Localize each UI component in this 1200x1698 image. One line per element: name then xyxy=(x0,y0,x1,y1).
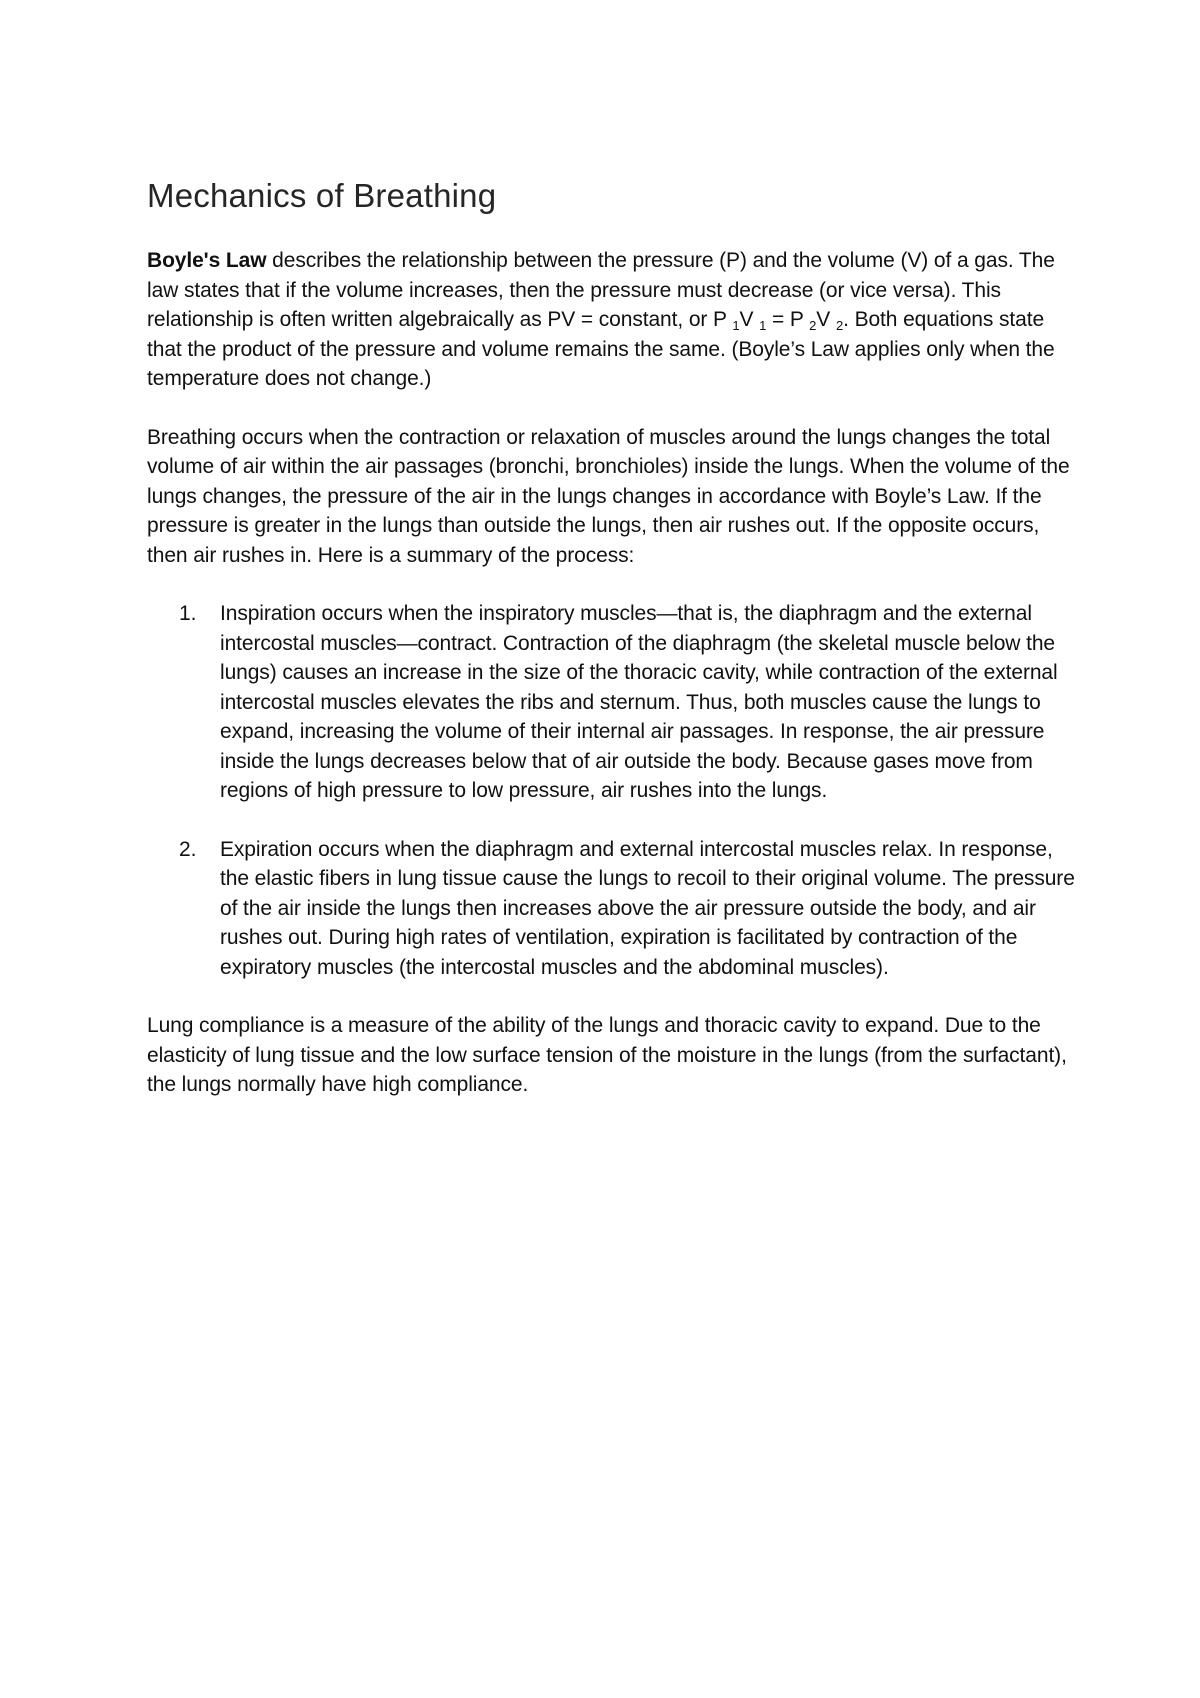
boyles-law-paragraph xyxy=(147,246,1077,394)
boyle-text-b: V xyxy=(739,308,760,331)
subscript-1: 1 xyxy=(732,318,740,333)
step-text: Expiration occurs when the diaphragm and external intercostal muscles relax. In response, the elastic fibers in lung tissue cause the lungs to recoil to their original volume. The pressure of the air inside the lungs then increases above the air pressure outside the body, and air rushes out. During high rates of ventilation, expiration is facilitated by contraction of the expiratory muscles (the intercostal muscles and the abdominal muscles). xyxy=(220,837,1075,979)
list-item xyxy=(147,835,1077,983)
boyle-text-d: V xyxy=(816,308,836,331)
boyle-text-c: = P xyxy=(766,308,810,331)
subscript-4: 2 xyxy=(835,318,844,333)
page-title: Mechanics of Breathing xyxy=(147,177,497,214)
subscript-2: 1 xyxy=(759,318,767,333)
subscript-3: 2 xyxy=(809,318,817,333)
breathing-paragraph: Breathing occurs when the contraction or relaxation of muscles around the lungs changes the total volume of air within the air passages (bronchi, bronchioles) inside the lungs. When the volume of the lungs changes, the pressure of the air in the lungs changes in accordance with Boyle’s Law. If the pressure is greater in the lungs than outside the lungs, then air rushes out. If the opposite occurs, then air rushes in. Here is a summary of the process: xyxy=(147,425,1070,567)
list-item xyxy=(147,599,1077,806)
document-page xyxy=(147,176,1077,1129)
step-number: 1. xyxy=(179,602,197,625)
boyle-text-a: describes the relationship between the pressure (P) and the volume (V) of a gas. The law states that if the volume increases, then the pressure must decrease (or vice versa). This relationship is often written algebraically as PV = constant, or P xyxy=(147,249,1055,331)
step-text: Inspiration occurs when the inspiratory muscles—that is, the diaphragm and the external intercostal muscles—contract. Contraction of the diaphragm (the skeletal muscle below the lungs) causes an increase in the size of the thoracic cavity, while contraction of the external intercostal muscles elevates the ribs and sternum. Thus, both muscles cause the lungs to expand, increasing the volume of their internal air passages. In response, the air pressure inside the lungs decreases below that of air outside the body. Because gases move from regions of high pressure to low pressure, air rushes into the lungs. xyxy=(220,602,1058,802)
boyles-law-term: Boyle's Law xyxy=(147,249,267,272)
process-steps-list xyxy=(147,599,1077,982)
boyle-text-e: . Both equations state that the product of the pressure and volume remains the same. (Boyle’s Law applies only when the temperature does not change.) xyxy=(147,308,1055,390)
compliance-paragraph: Lung compliance is a measure of the ability of the lungs and thoracic cavity to expand. Due to the elasticity of lung tissue and the low surface tension of the moisture in the lungs (from the surfactant), the lungs normally have high compliance. xyxy=(147,1014,1067,1096)
step-number: 2. xyxy=(179,837,197,861)
